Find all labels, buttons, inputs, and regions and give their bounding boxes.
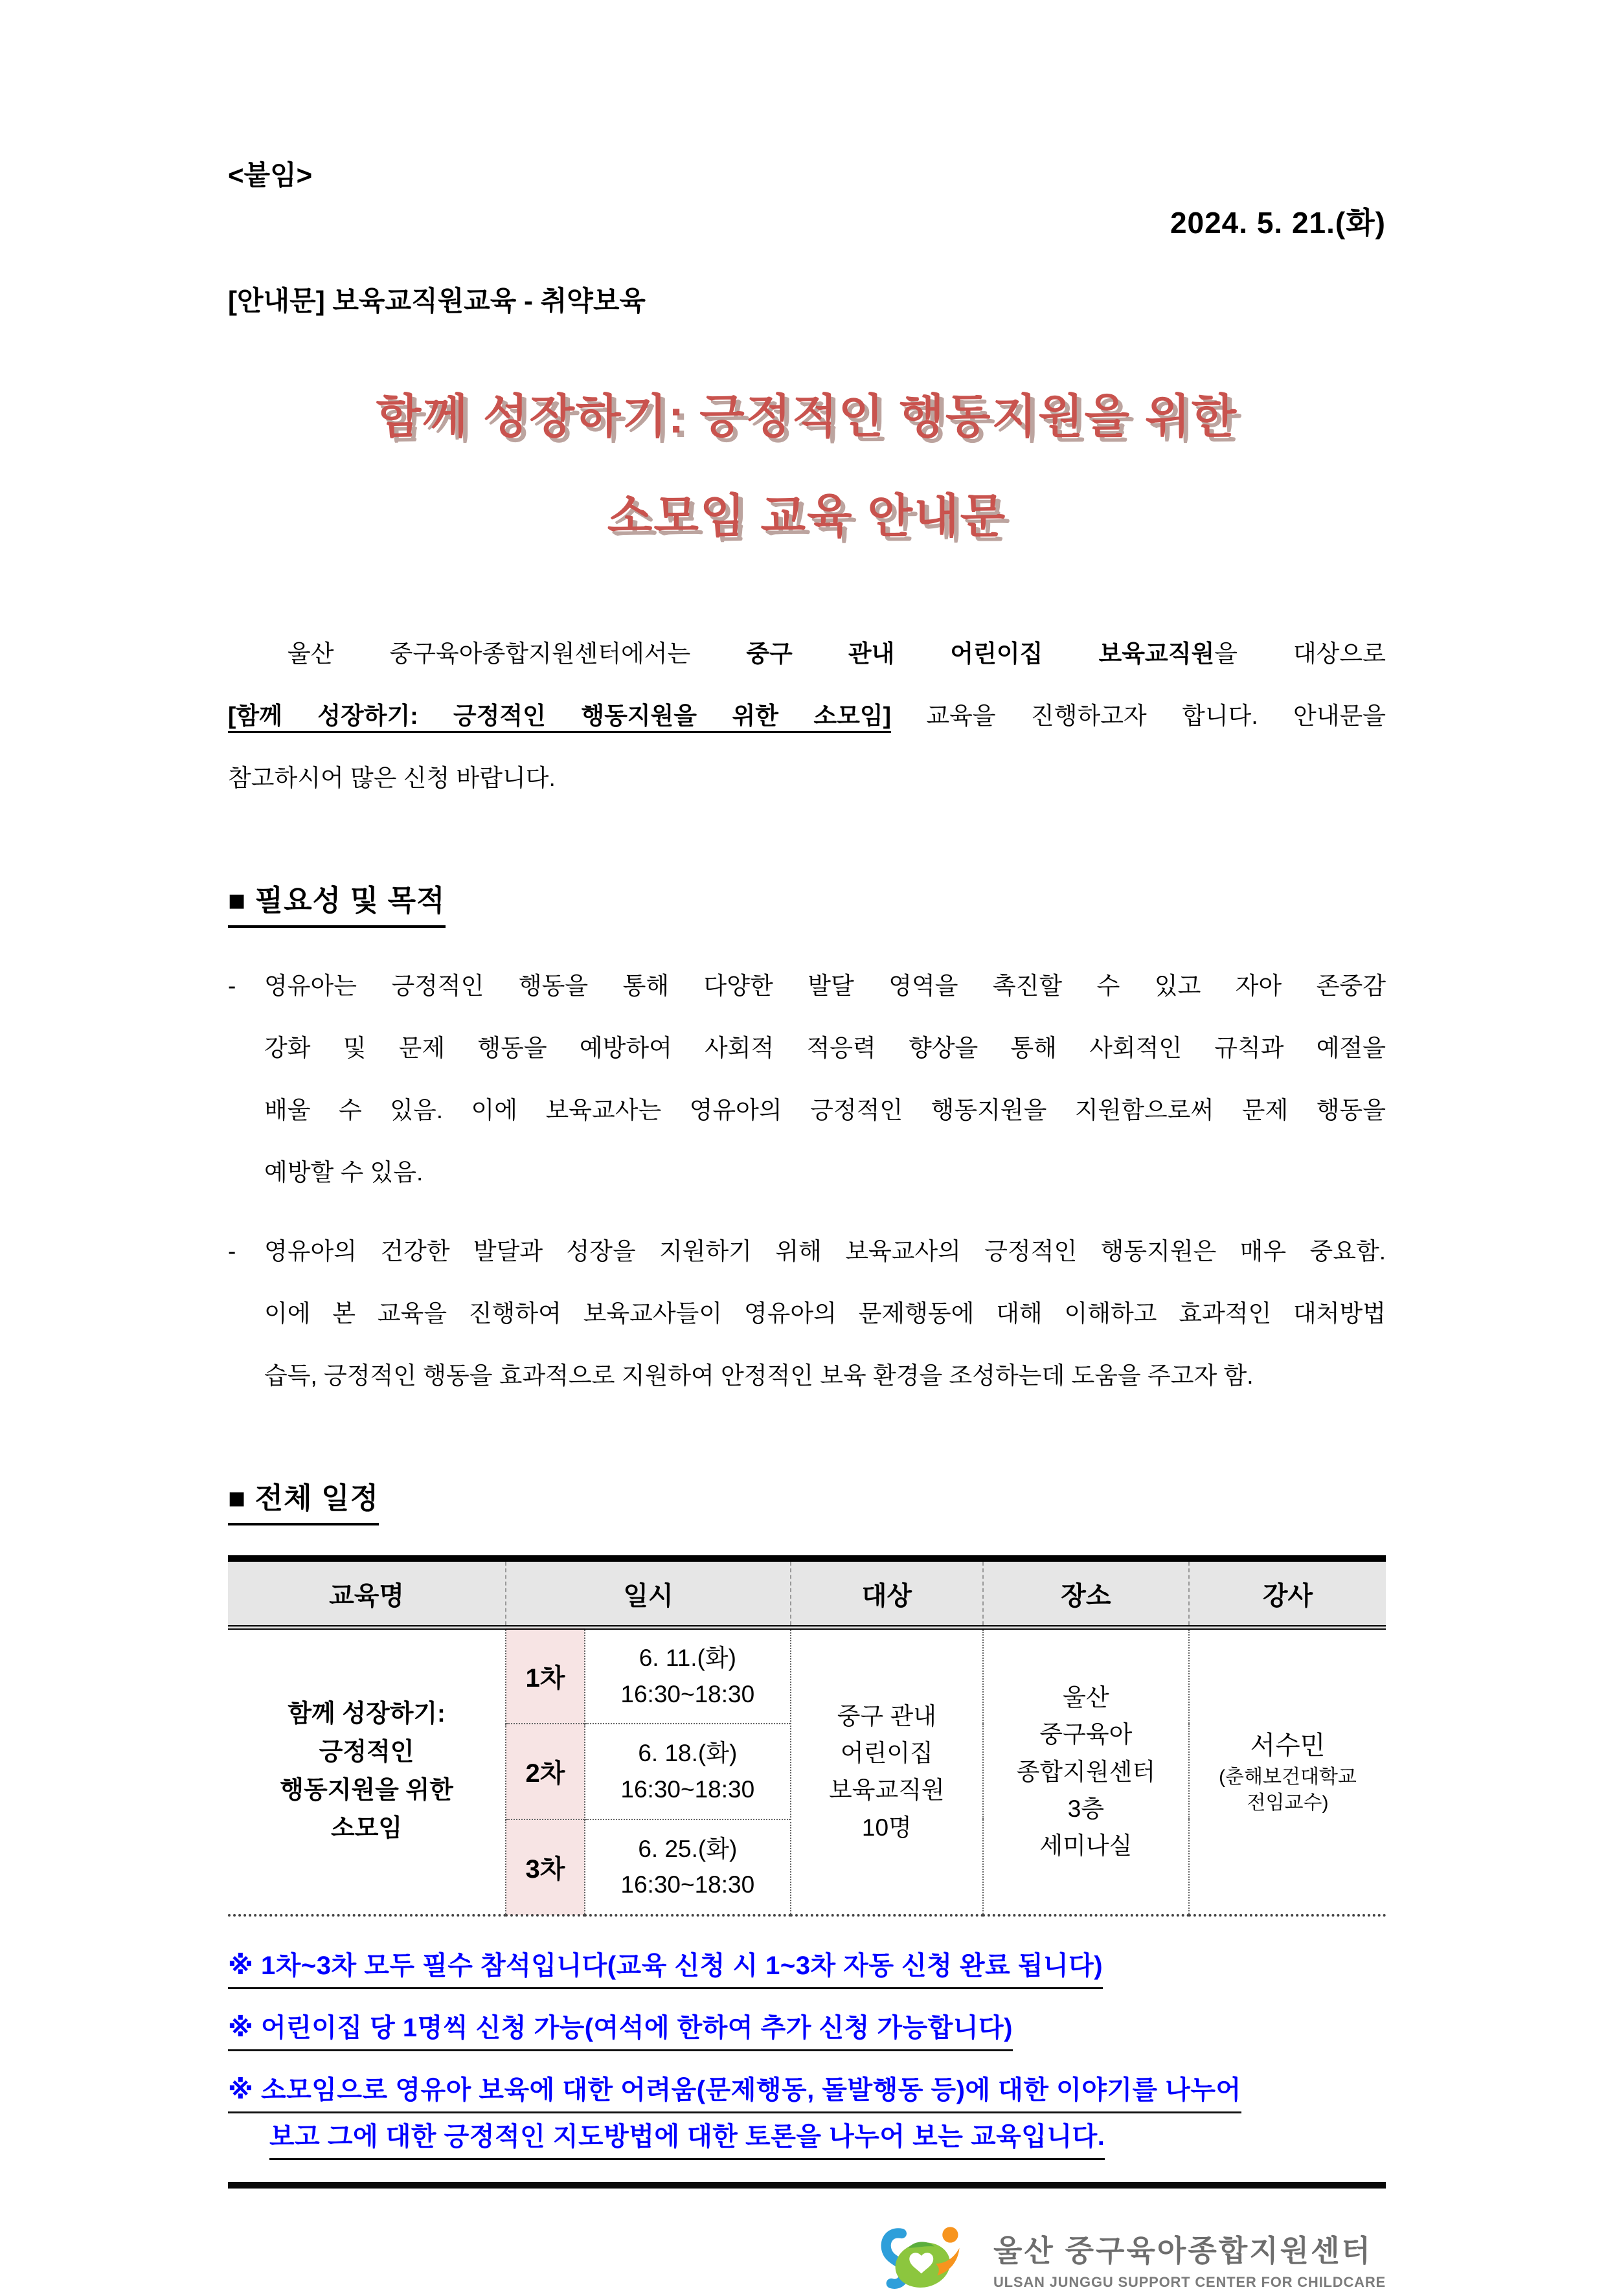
title-line-2: 소모임 교육 안내문 (607, 491, 1007, 543)
note-line: ※ 어린이집 당 1명씩 신청 가능(여석에 한하여 추가 신청 가능합니다) (228, 2011, 1013, 2051)
session-datetime (585, 1628, 791, 1724)
text-line: 울산 (1063, 1683, 1109, 1711)
session-date: 6. 11.(화) (639, 1645, 736, 1672)
col-header-datetime: 일시 (506, 1559, 791, 1628)
session-datetime (585, 1819, 791, 1915)
instructor-affiliation: (춘해보건대학교 (1219, 1766, 1357, 1788)
note-item (228, 2073, 1386, 2160)
note-item (228, 2011, 1386, 2051)
intro-line-3 (228, 747, 1386, 809)
schedule-table (228, 1555, 1386, 1917)
target-cell (791, 1628, 983, 1915)
session-date: 6. 18.(화) (638, 1740, 738, 1766)
session-time: 16:30~18:30 (620, 1775, 755, 1803)
section-heading-schedule: ■ 전체 일정 (228, 1474, 379, 1525)
intro-text: 교육을 진행하고자 합니다. 안내문을 (890, 703, 1386, 729)
note-line: 보고 그에 대한 긍정적인 지도방법에 대한 토론을 나누어 보는 교육입니다. (269, 2120, 1105, 2160)
course-name-cell (228, 1628, 506, 1915)
org-name-korean: 울산 중구육아종합지원센터 (993, 2233, 1372, 2268)
footer (228, 2222, 1386, 2296)
text-line: 영유아의 건강한 발달과 성장을 지원하기 위해 보육교사의 긍정적인 행동지원은 매우 중요함. (264, 1238, 1386, 1265)
text-line: 예방할 수 있음. (264, 1159, 424, 1186)
bullet-text (264, 1221, 1386, 1407)
note-item (228, 1949, 1386, 1989)
col-header-instructor: 강사 (1189, 1559, 1386, 1628)
intro-text: 참고하시어 많은 신청 바랍니다. (228, 765, 556, 791)
intro-text-bold: 중구 관내 어린이집 보육교직원 (746, 640, 1215, 667)
text-line: 행동지원을 위한 (280, 1777, 453, 1805)
text-line: 세미나실 (1039, 1832, 1133, 1860)
text-line: 어린이집 (840, 1739, 933, 1766)
session-date: 6. 25.(화) (638, 1835, 738, 1862)
session-round: 1차 (506, 1628, 585, 1724)
bottom-rule (228, 2182, 1386, 2189)
intro-line-2 (228, 685, 1386, 747)
text-line: 함께 성장하기: (288, 1700, 446, 1728)
text-line: 중구육아 (1039, 1721, 1133, 1748)
text-line: 보육교직원 (828, 1777, 945, 1804)
table-row (228, 1628, 1386, 1724)
note-line: ※ 소모임으로 영유아 보육에 대한 어려움(문제행동, 돌발행동 등)에 대한 이야기를 나누어 (228, 2073, 1241, 2113)
org-name-block (993, 2227, 1386, 2291)
section-heading-purpose: ■ 필요성 및 목적 (228, 877, 446, 928)
text-line: 소모임 (330, 1815, 403, 1843)
purpose-bullets (228, 955, 1386, 1407)
text-line: 10명 (861, 1814, 912, 1841)
document-title (228, 391, 1386, 543)
org-logo-mark-icon (882, 2222, 980, 2296)
attachment-label: <붙임> (228, 160, 313, 190)
col-header-place: 장소 (983, 1559, 1189, 1628)
intro-line-1 (228, 623, 1386, 685)
intro-text: 을 대상으로 (1214, 640, 1386, 667)
place-cell (983, 1628, 1189, 1915)
note-line: ※ 1차~3차 모두 필수 참석입니다(교육 신청 시 1~3차 자동 신청 완료 됩니다) (228, 1949, 1103, 1989)
doc-category-line: [안내문] 보육교직원교육 - 취약보육 (228, 286, 646, 316)
text-line: 강화 및 문제 행동을 예방하여 사회적 적응력 향상을 통해 사회적인 규칙과 예절을 (264, 1035, 1386, 1061)
table-header-row (228, 1559, 1386, 1628)
bullet-marker: - (228, 973, 236, 999)
text-line: 종합지원센터 (1016, 1758, 1156, 1785)
session-time: 16:30~18:30 (620, 1871, 755, 1898)
session-round: 2차 (506, 1724, 585, 1819)
session-time: 16:30~18:30 (620, 1680, 755, 1707)
instructor-cell (1189, 1628, 1386, 1915)
text-line: 습득, 긍정적인 행동을 효과적으로 지원하여 안정적인 보육 환경을 조성하는데 도움을 주고자 함. (264, 1362, 1254, 1389)
text-line: 영유아는 긍정적인 행동을 통해 다양한 발달 영역을 촉진할 수 있고 자아 존중감 (264, 973, 1386, 999)
text-line: 배울 수 있음. 이에 보육교사는 영유아의 긍정적인 행동지원을 지원함으로써 문제 행동을 (264, 1097, 1386, 1123)
intro-text-bold-underline: [함께 성장하기: 긍정적인 행동지원을 위한 소모임] (228, 703, 891, 733)
intro-paragraph (228, 623, 1386, 809)
intro-text: 울산 중구육아종합지원센터에서는 (288, 640, 747, 667)
org-name-english: ULSAN JUNGGU SUPPORT CENTER FOR CHILDCARE (993, 2273, 1386, 2290)
instructor-name: 서수민 (1250, 1731, 1326, 1760)
text-line: 긍정적인 (319, 1739, 414, 1766)
session-round: 3차 (506, 1819, 585, 1915)
bullet-text (264, 955, 1386, 1204)
text-line: 3층 (1067, 1795, 1105, 1822)
text-line: 중구 관내 (837, 1702, 936, 1729)
bullet-marker: - (228, 1238, 236, 1265)
col-header-target: 대상 (791, 1559, 983, 1628)
instructor-affiliation: 전임교수) (1247, 1792, 1329, 1814)
notes-section (228, 1949, 1386, 2160)
title-line-1: 함께 성장하기: 긍정적인 행동지원을 위한 (376, 391, 1238, 443)
bullet-item (228, 955, 1386, 1204)
bullet-item (228, 1221, 1386, 1407)
session-datetime (585, 1724, 791, 1819)
col-header-course: 교육명 (228, 1559, 506, 1628)
document-date: 2024. 5. 21.(화) (1170, 206, 1386, 240)
text-line: 이에 본 교육을 진행하여 보육교사들이 영유아의 문제행동에 대해 이해하고 효과적인 대처방법 (264, 1300, 1386, 1327)
logo-orange-head (942, 2227, 958, 2242)
